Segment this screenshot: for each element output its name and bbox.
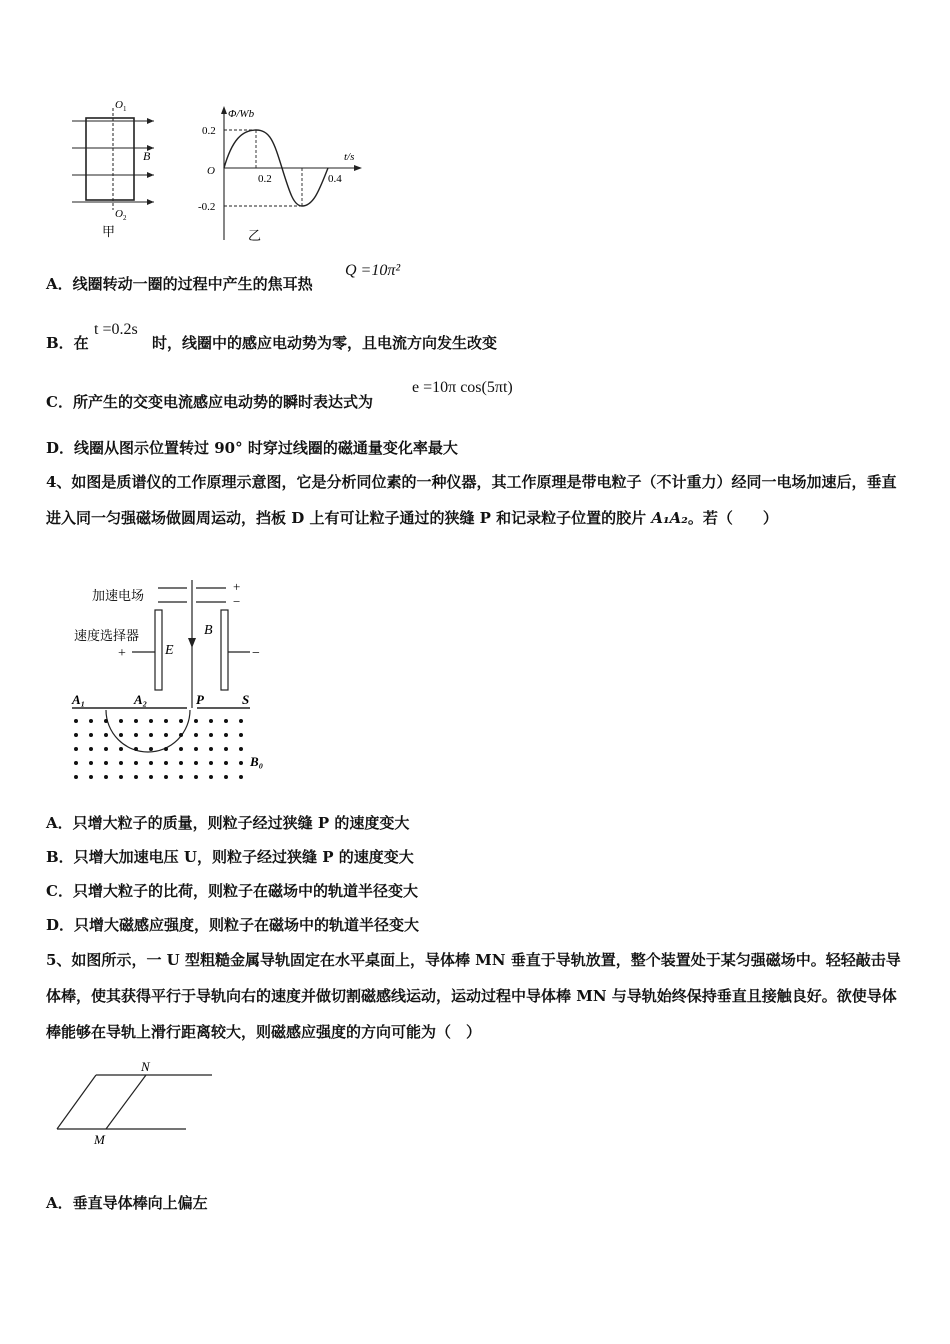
y-tick-top: 0.2 [202, 125, 216, 137]
o2-sub: 2 [123, 214, 127, 222]
minus-right: − [252, 646, 260, 661]
q3-option-b [46, 333, 89, 353]
q3-option-a-formula: Q =10π² [345, 262, 401, 279]
m-label: M [94, 1132, 105, 1147]
q3-option-d-text: D．线圈从图示位置转过 90° 时穿过线圈的磁通量变化率最大 [46, 439, 458, 457]
o2-label: O [115, 208, 123, 220]
x-axis-label: t/s [344, 151, 355, 163]
x-tick-2: 0.4 [328, 173, 342, 185]
figure-yi-graph [196, 100, 364, 246]
q4-option-d: D．只增大磁感应强度，则粒子在磁场中的轨道半径变大 [46, 916, 420, 934]
o1-label: O [115, 99, 123, 111]
origin-label: O [207, 165, 215, 177]
q3-option-c [46, 392, 373, 412]
caption-jia: 甲 [102, 224, 116, 239]
q3-option-c-formula: e =10π cos(5πt) [412, 379, 513, 396]
q3-option-a [46, 274, 313, 294]
q3-option-b-formula: t =0.2s [94, 321, 138, 338]
q4-stem-var: A₁A₂ [651, 509, 688, 527]
q3-option-b-rest [152, 333, 497, 353]
q4-option-c: C．只增大粒子的比荷，则粒子在磁场中的轨道半径变大 [46, 882, 418, 900]
b0-label: B₀ [250, 754, 264, 769]
q4-stem [46, 464, 908, 536]
q3-option-b-post: 时，线圈中的感应电动势为零，且电流方向发生改变 [152, 334, 498, 352]
y-axis-label: Φ/Wb [228, 108, 255, 120]
caption-yi: 乙 [248, 228, 262, 243]
b-label: B [204, 623, 213, 638]
a2-label: A₂ [134, 692, 148, 707]
o1-sub: 1 [123, 105, 127, 113]
plus-top: + [233, 579, 241, 594]
q3-option-a-text: A．线圈转动一圈的过程中产生的焦耳热 [46, 275, 313, 293]
p-label: P [196, 692, 204, 707]
q4-stem-b: 。若（ ） [687, 509, 778, 527]
velocity-selector-label: 速度选择器 [74, 628, 140, 643]
q3-option-d [46, 438, 458, 458]
s-label: S [242, 692, 250, 707]
q4-option-a: A．只增大粒子的质量，则粒子经过狭缝 P 的速度变大 [46, 814, 410, 832]
plus-left: + [118, 646, 126, 661]
figure-mass-spectrometer [66, 574, 282, 790]
q3-option-b-pre: B．在 [46, 334, 89, 352]
e-label: E [165, 643, 174, 658]
minus-top: − [233, 594, 241, 609]
q5-stem: 5、如图所示，一 U 型粗糙金属导轨固定在水平桌面上，导体棒 MN 垂直于导轨放置，整个装置处于某匀强磁场中。轻轻敲击导体棒，使其获得平行于导轨向右的速度并做切割磁感线运动，运动过程中导体棒 MN 与导轨始终保持垂直且接触良好。欲使导体棒能够在导轨上滑行距离较大，则磁感应强度的方向可能为（ ） [46, 951, 901, 1041]
accel-field-label: 加速电场 [92, 588, 145, 603]
q4-stem-a: 4、如图是质谱仪的工作原理示意图，它是分析同位素的一种仪器，其工作原理是带电粒子（不计重力）经同一电场加速后，垂直进入同一匀强磁场做圆周运动，挡板 D 上有可让粒子通过的狭缝 P 和记录粒子位置的胶片 [46, 473, 897, 527]
q5-option-a: A．垂直导体棒向上偏左 [46, 1194, 208, 1212]
figure-rails [52, 1056, 216, 1152]
q4-option-b: B．只增大加速电压 U，则粒子经过狭缝 P 的速度变大 [46, 848, 414, 866]
q3-option-c-text: C．所产生的交变电流感应电动势的瞬时表达式为 [46, 393, 373, 411]
n-label: N [141, 1059, 150, 1074]
y-tick-bottom: -0.2 [198, 201, 216, 213]
b-field-label: B [143, 149, 151, 163]
a1-label: A₁ [72, 692, 86, 707]
x-tick-1: 0.2 [258, 173, 272, 185]
figure-jia [66, 96, 162, 244]
